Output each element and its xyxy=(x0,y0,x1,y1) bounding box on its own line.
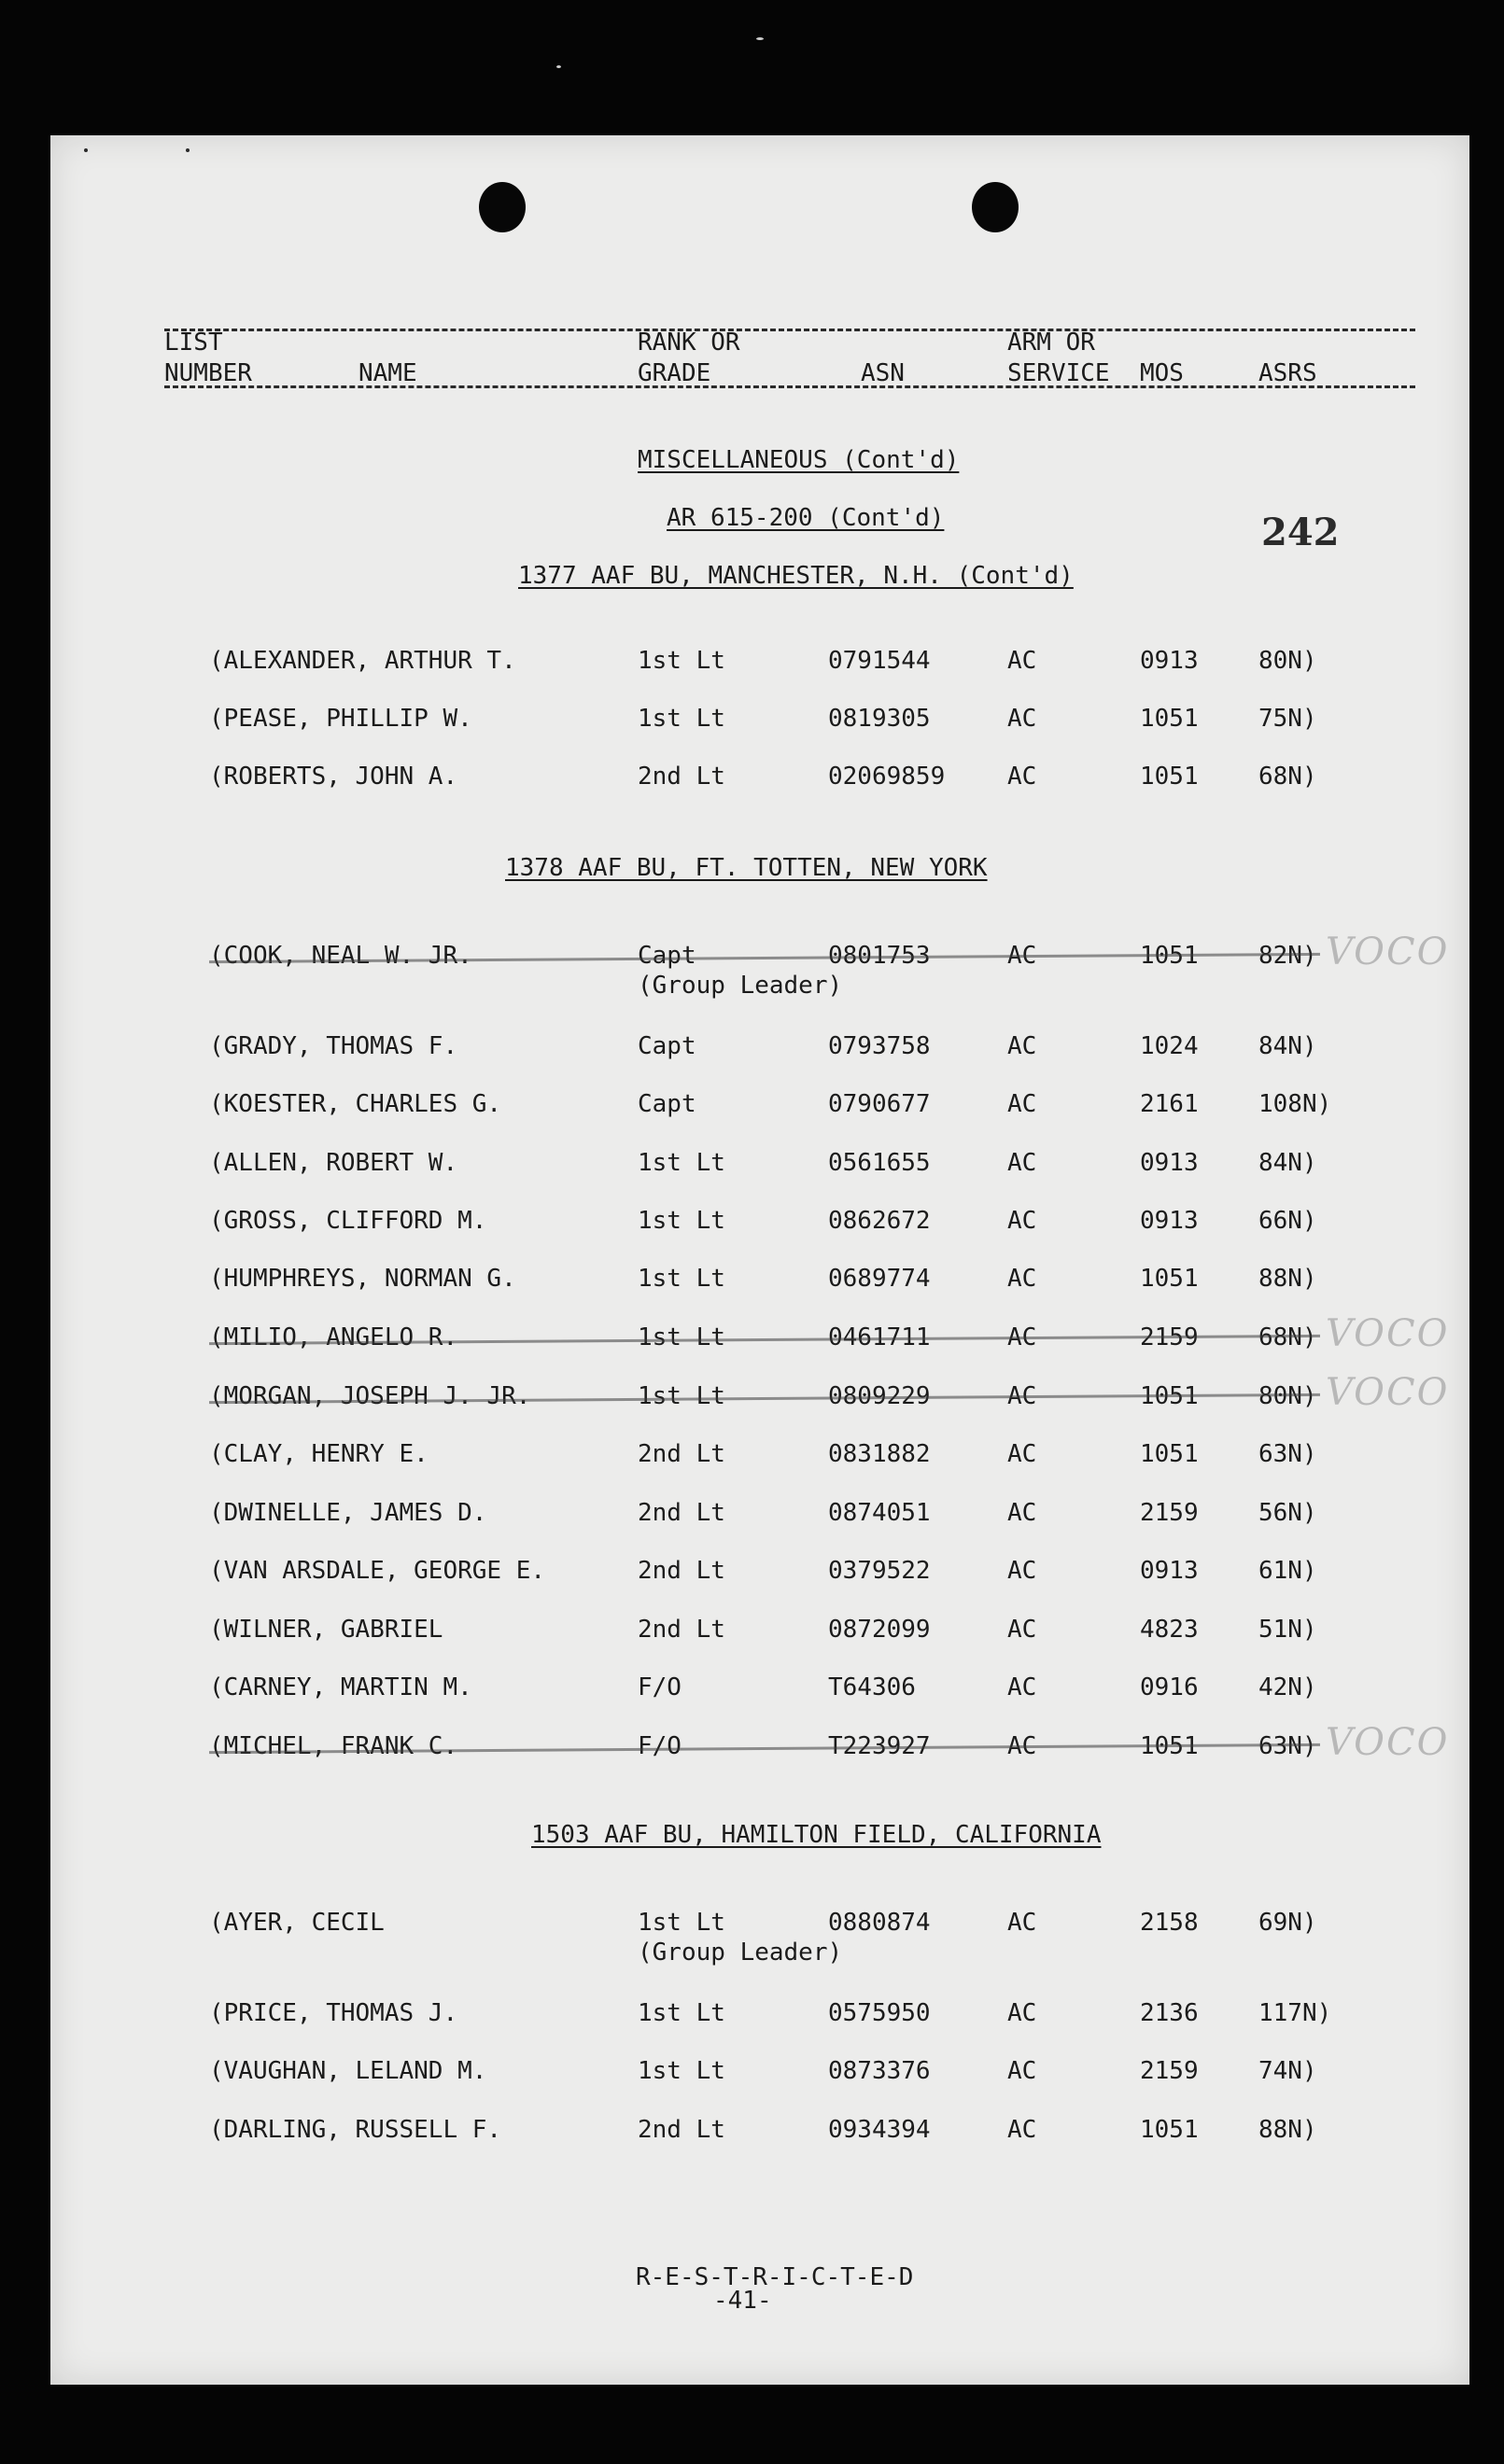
cell-rank: 1st Lt xyxy=(638,1265,725,1293)
header-name-label: NAME xyxy=(358,359,417,387)
cell-rank: F/O xyxy=(638,1673,682,1701)
cell-role-note: (Group Leader) xyxy=(638,1939,843,1967)
cell-asn: 0790677 xyxy=(828,1090,931,1118)
cell-asn: 0561655 xyxy=(828,1149,931,1177)
cell-rank: Capt xyxy=(638,1090,696,1118)
cell-rank: 1st Lt xyxy=(638,1999,725,2027)
film-speck xyxy=(756,37,764,40)
cell-asrs: 61N) xyxy=(1258,1557,1317,1585)
cell-rank: Capt xyxy=(638,1032,696,1060)
roster-row xyxy=(50,931,1469,1007)
cell-mos: 2159 xyxy=(1140,1323,1199,1351)
heading-regulation: AR 615-200 (Cont'd) xyxy=(667,504,945,532)
section-heading: 1377 AAF BU, MANCHESTER, N.H. (Cont'd) xyxy=(518,562,1074,590)
cell-asrs: 80N) xyxy=(1258,647,1317,675)
cell-name: (CARNEY, MARTIN M. xyxy=(209,1673,472,1701)
cell-asn: 0862672 xyxy=(828,1207,931,1235)
cell-arm: AC xyxy=(1007,1732,1037,1760)
cell-asrs: 117N) xyxy=(1258,1999,1332,2027)
cell-mos: 1051 xyxy=(1140,1732,1199,1760)
header-asrs-label: ASRS xyxy=(1258,359,1317,387)
roster-row xyxy=(50,1999,1469,2065)
cell-asn: 0880874 xyxy=(828,1909,931,1937)
handwritten-annotation: VOCO xyxy=(1326,1721,1450,1764)
roster-row xyxy=(50,705,1469,770)
punch-hole xyxy=(972,182,1019,232)
film-speck xyxy=(556,65,561,68)
header-top-rule xyxy=(164,329,1415,331)
cell-asrs: 88N) xyxy=(1258,1265,1317,1293)
cell-asrs: 69N) xyxy=(1258,1909,1317,1937)
cell-asn: 0831882 xyxy=(828,1440,931,1468)
section-heading: 1378 AAF BU, FT. TOTTEN, NEW YORK xyxy=(505,854,988,882)
cell-name: (VAUGHAN, LELAND M. xyxy=(209,2057,487,2085)
header-number-label: NUMBER xyxy=(164,359,252,387)
cell-name: (WILNER, GABRIEL xyxy=(209,1616,443,1644)
cell-rank: Capt xyxy=(638,942,696,970)
cell-asn: 0801753 xyxy=(828,942,931,970)
cell-arm: AC xyxy=(1007,1440,1037,1468)
cell-asrs: 68N) xyxy=(1258,763,1317,791)
header-asn-label: ASN xyxy=(861,359,905,387)
cell-arm: AC xyxy=(1007,1090,1037,1118)
cell-arm: AC xyxy=(1007,1999,1037,2027)
cell-asrs: 51N) xyxy=(1258,1616,1317,1644)
cell-asrs: 75N) xyxy=(1258,705,1317,733)
roster-row xyxy=(50,1721,1469,1798)
cell-asrs: 56N) xyxy=(1258,1499,1317,1527)
header-rank-label: RANK OR xyxy=(638,329,740,357)
header-service-label: SERVICE xyxy=(1007,359,1110,387)
roster-row xyxy=(50,2057,1469,2122)
cell-asn: 0873376 xyxy=(828,2057,931,2085)
cell-mos: 2161 xyxy=(1140,1090,1199,1118)
cell-rank: 1st Lt xyxy=(638,1207,725,1235)
cell-asn: T223927 xyxy=(828,1732,931,1760)
cell-mos: 1051 xyxy=(1140,942,1199,970)
roster-row xyxy=(50,2116,1469,2181)
handwritten-annotation: VOCO xyxy=(1326,1312,1450,1355)
roster-row xyxy=(50,1207,1469,1272)
cell-mos: 4823 xyxy=(1140,1616,1199,1644)
cell-asn: 02069859 xyxy=(828,763,946,791)
cell-asn: 0809229 xyxy=(828,1382,931,1410)
cell-name: (MICHEL, FRANK C. xyxy=(209,1732,458,1760)
header-bottom-rule xyxy=(164,385,1415,388)
cell-asn: 0379522 xyxy=(828,1557,931,1585)
cell-mos: 2159 xyxy=(1140,2057,1199,2085)
heading-miscellaneous: MISCELLANEOUS (Cont'd) xyxy=(638,446,960,474)
cell-arm: AC xyxy=(1007,1616,1037,1644)
punch-hole xyxy=(479,182,526,232)
cell-arm: AC xyxy=(1007,647,1037,675)
cell-name: (PRICE, THOMAS J. xyxy=(209,1999,458,2027)
cell-name: (MORGAN, JOSEPH J. JR. xyxy=(209,1382,531,1410)
cell-asrs: 82N) xyxy=(1258,942,1317,970)
cell-mos: 2158 xyxy=(1140,1909,1199,1937)
cell-mos: 1024 xyxy=(1140,1032,1199,1060)
cell-name: (GROSS, CLIFFORD M. xyxy=(209,1207,487,1235)
roster-row xyxy=(50,1090,1469,1155)
roster-row xyxy=(50,1499,1469,1564)
cell-asrs: 88N) xyxy=(1258,2116,1317,2144)
cell-rank: 2nd Lt xyxy=(638,1440,725,1468)
cell-rank: 1st Lt xyxy=(638,705,725,733)
cell-asn: T64306 xyxy=(828,1673,916,1701)
cell-mos: 1051 xyxy=(1140,1382,1199,1410)
cell-mos: 1051 xyxy=(1140,705,1199,733)
cell-arm: AC xyxy=(1007,1499,1037,1527)
cell-name: (VAN ARSDALE, GEORGE E. xyxy=(209,1557,546,1585)
cell-rank: 1st Lt xyxy=(638,1382,725,1410)
section-heading: 1503 AAF BU, HAMILTON FIELD, CALIFORNIA xyxy=(531,1821,1102,1849)
cell-arm: AC xyxy=(1007,1207,1037,1235)
cell-arm: AC xyxy=(1007,1909,1037,1937)
roster-row xyxy=(50,1149,1469,1214)
cell-mos: 0913 xyxy=(1140,1557,1199,1585)
cell-mos: 0913 xyxy=(1140,647,1199,675)
cell-rank: 1st Lt xyxy=(638,1149,725,1177)
cell-asn: 0819305 xyxy=(828,705,931,733)
cell-asn: 0874051 xyxy=(828,1499,931,1527)
cell-name: (ROBERTS, JOHN A. xyxy=(209,763,458,791)
cell-name: (GRADY, THOMAS F. xyxy=(209,1032,458,1060)
roster-row xyxy=(50,1265,1469,1330)
cell-mos: 1051 xyxy=(1140,763,1199,791)
header-grade-label: GRADE xyxy=(638,359,711,387)
cell-name: (PEASE, PHILLIP W. xyxy=(209,705,472,733)
cell-asrs: 66N) xyxy=(1258,1207,1317,1235)
roster-row xyxy=(50,1909,1469,1974)
cell-name: (AYER, CECIL xyxy=(209,1909,385,1937)
cell-asrs: 84N) xyxy=(1258,1149,1317,1177)
cell-mos: 1051 xyxy=(1140,1440,1199,1468)
cell-rank: 1st Lt xyxy=(638,2057,725,2085)
cell-name: (KOESTER, CHARLES G. xyxy=(209,1090,502,1118)
cell-name: (MILIO, ANGELO R. xyxy=(209,1323,458,1351)
cell-asn: 0689774 xyxy=(828,1265,931,1293)
cell-asn: 0791544 xyxy=(828,647,931,675)
roster-row xyxy=(50,1032,1469,1098)
cell-mos: 2136 xyxy=(1140,1999,1199,2027)
cell-arm: AC xyxy=(1007,1032,1037,1060)
cell-name: (ALEXANDER, ARTHUR T. xyxy=(209,647,516,675)
cell-asn: 0872099 xyxy=(828,1616,931,1644)
footer-classification: R-E-S-T-R-I-C-T-E-D xyxy=(636,2263,914,2291)
cell-asn: 0575950 xyxy=(828,1999,931,2027)
cell-arm: AC xyxy=(1007,1673,1037,1701)
cell-arm: AC xyxy=(1007,2116,1037,2144)
cell-arm: AC xyxy=(1007,705,1037,733)
cell-arm: AC xyxy=(1007,1265,1037,1293)
cell-asn: 0793758 xyxy=(828,1032,931,1060)
cell-mos: 2159 xyxy=(1140,1499,1199,1527)
roster-row xyxy=(50,1440,1469,1505)
cell-rank: 2nd Lt xyxy=(638,2116,725,2144)
page-dot xyxy=(186,148,190,152)
handwritten-annotation: VOCO xyxy=(1326,1371,1450,1414)
cell-mos: 0916 xyxy=(1140,1673,1199,1701)
cell-asrs: 63N) xyxy=(1258,1732,1317,1760)
cell-mos: 0913 xyxy=(1140,1207,1199,1235)
cell-mos: 0913 xyxy=(1140,1149,1199,1177)
cell-rank: 2nd Lt xyxy=(638,1499,725,1527)
header-mos-label: MOS xyxy=(1140,359,1184,387)
cell-name: (HUMPHREYS, NORMAN G. xyxy=(209,1265,516,1293)
cell-asrs: 80N) xyxy=(1258,1382,1317,1410)
cell-arm: AC xyxy=(1007,1149,1037,1177)
cell-asrs: 42N) xyxy=(1258,1673,1317,1701)
document-page xyxy=(50,135,1469,2385)
cell-asrs: 63N) xyxy=(1258,1440,1317,1468)
cell-asrs: 68N) xyxy=(1258,1323,1317,1351)
footer-page-number: -41- xyxy=(713,2287,772,2315)
cell-arm: AC xyxy=(1007,763,1037,791)
cell-name: (COOK, NEAL W. JR. xyxy=(209,942,472,970)
cell-arm: AC xyxy=(1007,2057,1037,2085)
cell-arm: AC xyxy=(1007,1323,1037,1351)
cell-asrs: 74N) xyxy=(1258,2057,1317,2085)
cell-name: (CLAY, HENRY E. xyxy=(209,1440,429,1468)
cell-mos: 1051 xyxy=(1140,1265,1199,1293)
cell-rank: 2nd Lt xyxy=(638,1557,725,1585)
cell-rank: 2nd Lt xyxy=(638,763,725,791)
page-dot xyxy=(84,148,88,152)
cell-rank: 2nd Lt xyxy=(638,1616,725,1644)
cell-arm: AC xyxy=(1007,1557,1037,1585)
cell-arm: AC xyxy=(1007,942,1037,970)
cell-asrs: 108N) xyxy=(1258,1090,1332,1118)
cell-rank: 1st Lt xyxy=(638,647,725,675)
roster-row xyxy=(50,1557,1469,1622)
page-stamp-number: 242 xyxy=(1261,511,1340,554)
roster-row xyxy=(50,647,1469,712)
cell-asrs: 84N) xyxy=(1258,1032,1317,1060)
roster-row xyxy=(50,1616,1469,1681)
cell-mos: 1051 xyxy=(1140,2116,1199,2144)
header-arm-label: ARM OR xyxy=(1007,329,1095,357)
roster-row xyxy=(50,1673,1469,1739)
roster-row xyxy=(50,1312,1469,1389)
roster-row xyxy=(50,1371,1469,1448)
cell-name: (ALLEN, ROBERT W. xyxy=(209,1149,458,1177)
cell-arm: AC xyxy=(1007,1382,1037,1410)
handwritten-annotation: VOCO xyxy=(1326,931,1450,973)
cell-name: (DARLING, RUSSELL F. xyxy=(209,2116,502,2144)
cell-role-note: (Group Leader) xyxy=(638,972,843,1000)
cell-name: (DWINELLE, JAMES D. xyxy=(209,1499,487,1527)
header-list-label: LIST xyxy=(164,329,223,357)
cell-asn: 0461711 xyxy=(828,1323,931,1351)
roster-row xyxy=(50,763,1469,828)
cell-asn: 0934394 xyxy=(828,2116,931,2144)
cell-rank: 1st Lt xyxy=(638,1909,725,1937)
cell-rank: F/O xyxy=(638,1732,682,1760)
cell-rank: 1st Lt xyxy=(638,1323,725,1351)
